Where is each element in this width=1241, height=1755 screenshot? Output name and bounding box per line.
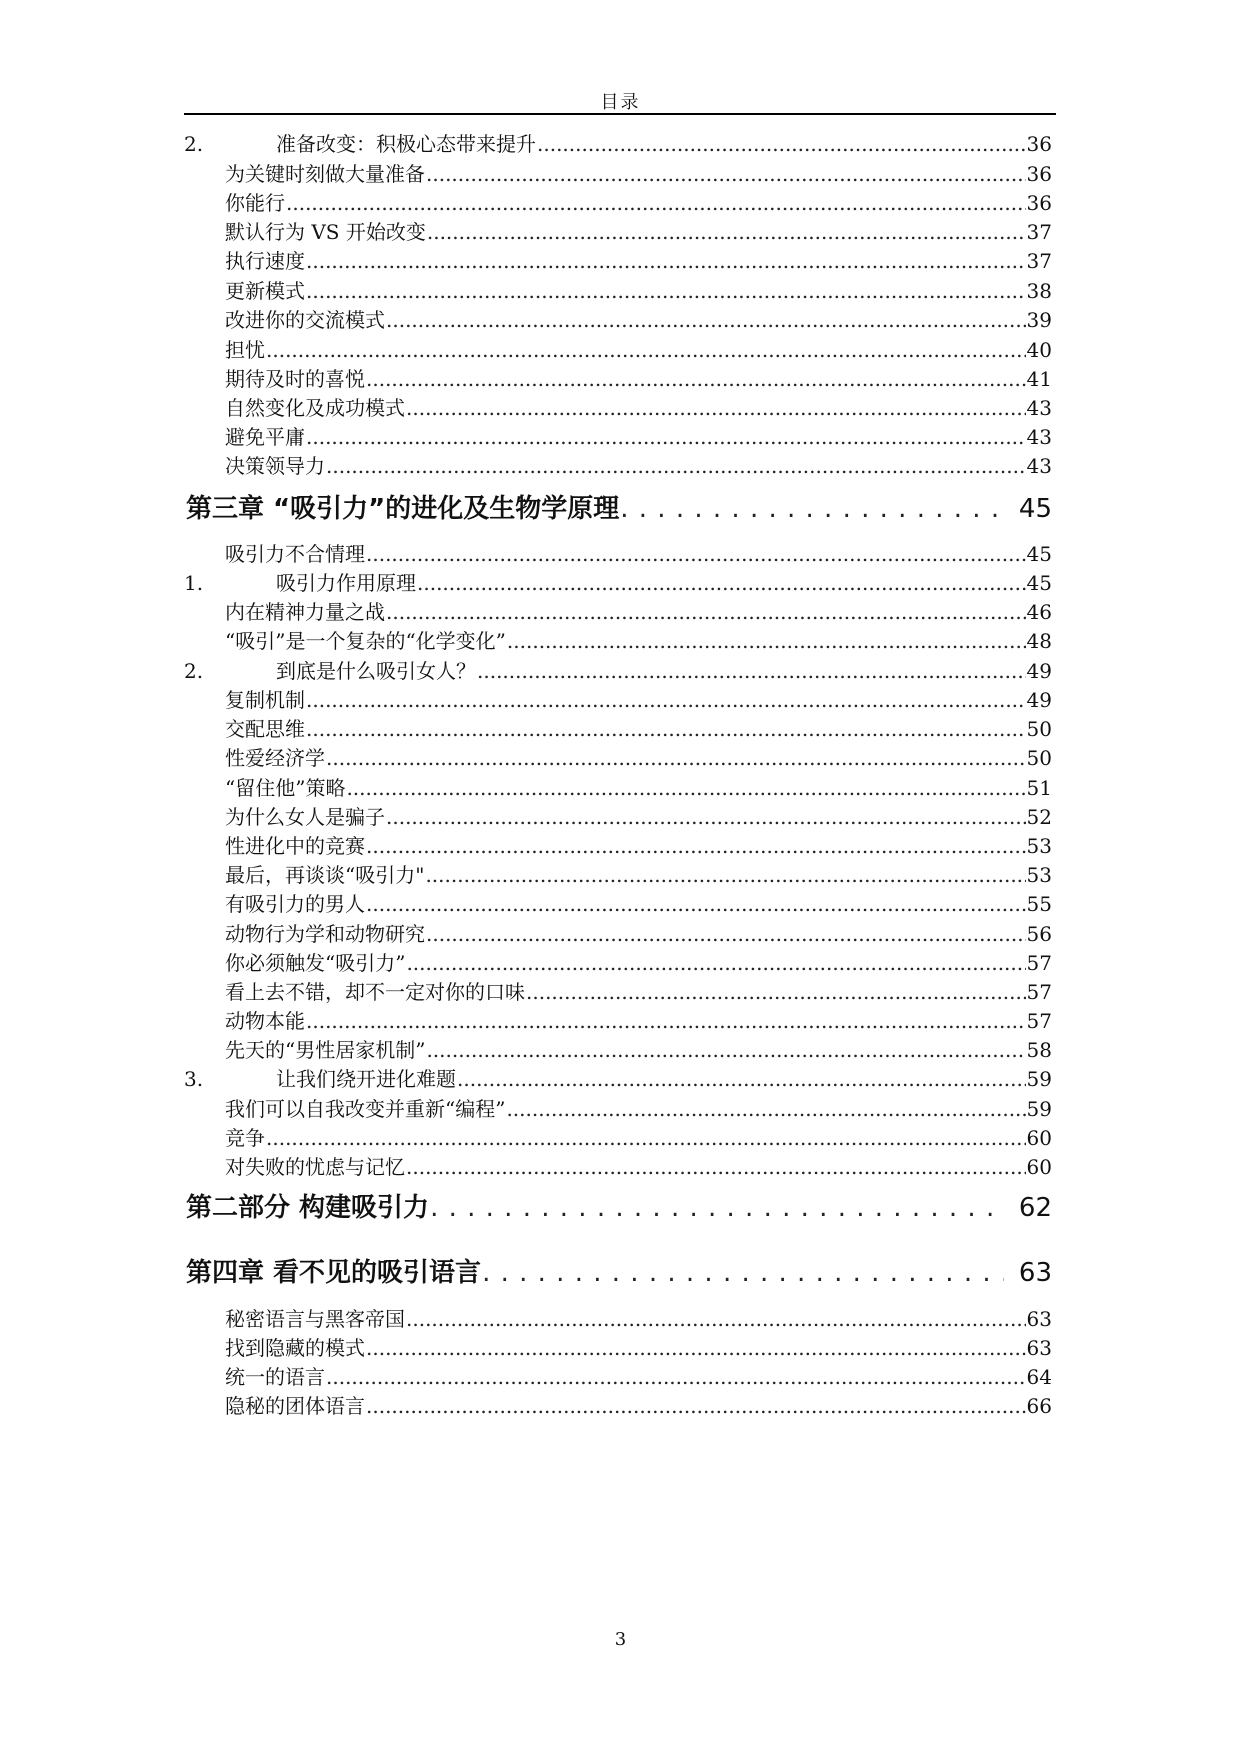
toc-entry[interactable]	[225, 1125, 1052, 1151]
dot-leader	[366, 891, 1026, 917]
toc-entry-label: 为什么女人是骗子	[225, 805, 385, 829]
toc-entry-page-number: 48	[1026, 629, 1052, 653]
toc-entry-label: 动物本能	[225, 1009, 305, 1033]
toc-entry-page-number: 52	[1026, 805, 1052, 829]
dot-leader	[386, 599, 1026, 625]
toc-entry[interactable]	[225, 1008, 1052, 1034]
toc-entry-page-number: 57	[1026, 1009, 1052, 1033]
toc-entry-page-number: 53	[1026, 834, 1052, 858]
dot-leader	[426, 1037, 1025, 1063]
toc-entry-label: 动物行为学和动物研究	[225, 922, 425, 946]
toc-entry-label: “留住他”策略	[225, 776, 346, 800]
toc-entry-page-number: 36	[1026, 132, 1052, 156]
dot-leader	[482, 1256, 1004, 1290]
toc-entry-page-number: 49	[1026, 659, 1052, 683]
dot-leader	[507, 628, 1026, 654]
toc-entry[interactable]	[225, 687, 1052, 713]
toc-entry[interactable]	[225, 219, 1052, 245]
toc-entry-label: 为关键时刻做大量准备	[225, 162, 425, 186]
toc-entry[interactable]	[225, 950, 1052, 976]
dot-leader	[306, 248, 1026, 274]
toc-entry-label: 第四章 看不见的吸引语言	[186, 1258, 482, 1288]
dot-leader	[426, 161, 1026, 187]
toc-entry-page-number: 55	[1026, 892, 1052, 916]
toc-entry-label: 吸引力作用原理	[276, 571, 416, 595]
toc-entry[interactable]	[225, 775, 1052, 801]
toc-entry-label: 你能行	[225, 191, 285, 215]
toc-entry-page-number: 53	[1026, 863, 1052, 887]
toc-entry-page-number: 43	[1026, 454, 1052, 478]
dot-leader	[457, 1066, 1026, 1092]
toc-entry-page-number: 63	[1018, 1258, 1052, 1288]
dot-leader	[326, 1364, 1026, 1390]
toc-entry-page-number: 39	[1026, 308, 1052, 332]
toc-entry-label: 内在精神力量之战	[225, 600, 385, 624]
toc-entry-page-number: 45	[1018, 494, 1052, 524]
toc-entry-label: 性爱经济学	[225, 746, 325, 770]
toc-entry-label: 对失败的忧虑与记忆	[225, 1155, 405, 1179]
dot-leader	[426, 921, 1026, 947]
toc-entry-page-number: 41	[1026, 367, 1052, 391]
toc-entry[interactable]	[225, 716, 1052, 742]
toc-entry[interactable]	[225, 891, 1052, 917]
toc-entry[interactable]	[184, 1066, 1052, 1092]
toc-entry-label: 到底是什么吸引女人？	[276, 659, 476, 683]
toc-entry[interactable]	[225, 541, 1052, 567]
dot-leader	[537, 131, 1026, 157]
toc-chapter-entry[interactable]	[186, 1256, 1052, 1290]
toc-entry[interactable]	[225, 1393, 1052, 1419]
dot-leader	[266, 337, 1026, 363]
toc-entry-label: 决策领导力	[225, 454, 325, 478]
dot-leader	[306, 1008, 1026, 1034]
toc-entry-label: 担忧	[225, 338, 265, 362]
toc-entry-page-number: 36	[1026, 162, 1052, 186]
dot-leader	[306, 424, 1026, 450]
toc-entry-label: 避免平庸	[225, 425, 305, 449]
toc-chapter-entry[interactable]	[186, 492, 1052, 526]
dot-leader	[306, 278, 1026, 304]
toc-entry-page-number: 57	[1026, 951, 1052, 975]
toc-entry-page-number: 62	[1018, 1193, 1052, 1223]
toc-entry-label: 交配思维	[225, 717, 305, 741]
toc-entry-label: 复制机制	[225, 688, 305, 712]
toc-entry-page-number: 36	[1026, 191, 1052, 215]
toc-entry[interactable]	[225, 921, 1052, 947]
dot-leader	[386, 804, 1026, 830]
dot-leader	[406, 950, 1025, 976]
toc-entry-page-number: 49	[1026, 688, 1052, 712]
toc-entry[interactable]	[184, 570, 1052, 596]
toc-entry-label: 你必须触发“吸引力”	[225, 951, 406, 975]
toc-entry[interactable]	[225, 278, 1052, 304]
toc-entry-page-number: 50	[1026, 746, 1052, 770]
toc-entry[interactable]	[225, 1096, 1052, 1122]
dot-leader	[386, 307, 1026, 333]
dot-leader	[506, 1096, 1025, 1122]
toc-entry[interactable]	[225, 1335, 1052, 1361]
toc-entry-label: 自然变化及成功模式	[225, 396, 405, 420]
toc-entry-page-number: 57	[1026, 980, 1052, 1004]
dot-leader	[526, 979, 1026, 1005]
toc-entry-label: 更新模式	[225, 279, 305, 303]
toc-entry[interactable]	[225, 979, 1052, 1005]
toc-entry-page-number: 46	[1026, 600, 1052, 624]
toc-entry[interactable]	[184, 658, 1052, 684]
toc-entry-page-number: 58	[1026, 1038, 1052, 1062]
toc-entry[interactable]	[225, 190, 1052, 216]
dot-leader	[366, 366, 1026, 392]
dot-leader	[266, 1125, 1026, 1151]
toc-chapter-entry[interactable]	[186, 1191, 1052, 1225]
toc-entry-label: 第二部分 构建吸引力	[186, 1193, 430, 1223]
toc-entry-label: 最后，再谈谈“吸引力"	[225, 863, 425, 887]
toc-entry[interactable]	[225, 248, 1052, 274]
dot-leader	[366, 833, 1026, 859]
toc-entry-page-number: 37	[1026, 249, 1052, 273]
page-number: 3	[614, 1629, 627, 1650]
dot-leader	[346, 775, 1025, 801]
toc-entry[interactable]	[225, 1037, 1052, 1063]
dot-leader	[326, 453, 1026, 479]
toc-entry-page-number: 51	[1026, 776, 1052, 800]
toc-entry-label: 改进你的交流模式	[225, 308, 385, 332]
toc-entry-page-number: 43	[1026, 396, 1052, 420]
dot-leader	[326, 745, 1026, 771]
toc-entry-page-number: 63	[1026, 1336, 1052, 1360]
toc-entry-label: 秘密语言与黑客帝国	[225, 1307, 405, 1331]
toc-entry[interactable]	[225, 453, 1052, 479]
toc-entry-page-number: 40	[1026, 338, 1052, 362]
toc-entry[interactable]	[184, 131, 1052, 157]
dot-leader	[406, 1154, 1026, 1180]
page-header-title: 目录	[600, 92, 641, 113]
toc-entry-number: 2.	[184, 132, 204, 156]
toc-entry[interactable]	[225, 366, 1052, 392]
toc-entry-page-number: 59	[1026, 1067, 1052, 1091]
toc-entry-label: 我们可以自我改变并重新“编程”	[225, 1097, 506, 1121]
toc-entry-label: 让我们绕开进化难题	[276, 1067, 456, 1091]
toc-entry-page-number: 66	[1026, 1394, 1052, 1418]
dot-leader	[366, 1393, 1026, 1419]
toc-entry[interactable]	[225, 161, 1052, 187]
dot-leader	[430, 1191, 1004, 1225]
toc-entry[interactable]	[225, 745, 1052, 771]
toc-entry-page-number: 60	[1026, 1126, 1052, 1150]
toc-entry-page-number: 45	[1026, 571, 1052, 595]
toc-entry-label: 默认行为 VS 开始改变	[225, 220, 426, 244]
toc-entry-page-number: 37	[1026, 220, 1052, 244]
toc-entry-number: 1.	[184, 571, 204, 595]
toc-entry-page-number: 38	[1026, 279, 1052, 303]
toc-entry[interactable]	[225, 599, 1052, 625]
toc-entry[interactable]	[225, 833, 1052, 859]
dot-leader	[620, 492, 1004, 526]
toc-entry[interactable]	[225, 1364, 1052, 1390]
toc-entry[interactable]	[225, 424, 1052, 450]
dot-leader	[477, 658, 1026, 684]
toc-entry-page-number: 50	[1026, 717, 1052, 741]
toc-entry-label: 竞争	[225, 1126, 265, 1150]
toc-entry[interactable]	[225, 862, 1052, 888]
dot-leader	[366, 541, 1026, 567]
toc-entry-number: 3.	[184, 1067, 204, 1091]
toc-entry[interactable]	[225, 1154, 1052, 1180]
toc-entry-page-number: 45	[1026, 542, 1052, 566]
toc-entry-label: 隐秘的团体语言	[225, 1394, 365, 1418]
toc-entry-label: 找到隐藏的模式	[225, 1336, 365, 1360]
toc-entry[interactable]	[225, 1306, 1052, 1332]
toc-entry-label: 性进化中的竞赛	[225, 834, 365, 858]
toc-entry-label: 准备改变：积极心态带来提升	[276, 132, 536, 156]
dot-leader	[427, 219, 1026, 245]
toc-entry-label: 执行速度	[225, 249, 305, 273]
toc-entry-page-number: 60	[1026, 1155, 1052, 1179]
toc-entry[interactable]	[225, 804, 1052, 830]
toc-entry-label: 有吸引力的男人	[225, 892, 365, 916]
toc-entry-page-number: 63	[1026, 1307, 1052, 1331]
toc-entry-number: 2.	[184, 659, 204, 683]
toc-entry-label: 吸引力不合情理	[225, 542, 365, 566]
toc-entry-label: “吸引”是一个复杂的“化学变化”	[225, 629, 506, 653]
dot-leader	[406, 395, 1026, 421]
dot-leader	[306, 716, 1026, 742]
toc-entry-label: 先天的“男性居家机制”	[225, 1038, 426, 1062]
toc-entry[interactable]	[225, 307, 1052, 333]
toc-entry[interactable]	[225, 337, 1052, 363]
toc-entry-page-number: 43	[1026, 425, 1052, 449]
toc-entry-label: 统一的语言	[225, 1365, 325, 1389]
toc-entry-label: 第三章 “吸引力”的进化及生物学原理	[186, 494, 620, 524]
dot-leader	[417, 570, 1026, 596]
dot-leader	[306, 687, 1026, 713]
toc-entry[interactable]	[225, 628, 1052, 654]
toc-entry-label: 期待及时的喜悦	[225, 367, 365, 391]
toc-entry-page-number: 56	[1026, 922, 1052, 946]
dot-leader	[406, 1306, 1026, 1332]
dot-leader	[286, 190, 1026, 216]
toc-entry-page-number: 64	[1026, 1365, 1052, 1389]
toc-entry-label: 看上去不错，却不一定对你的口味	[225, 980, 525, 1004]
toc-entry-page-number: 59	[1026, 1097, 1052, 1121]
toc-entry[interactable]	[225, 395, 1052, 421]
dot-leader	[366, 1335, 1026, 1361]
dot-leader	[425, 862, 1025, 888]
